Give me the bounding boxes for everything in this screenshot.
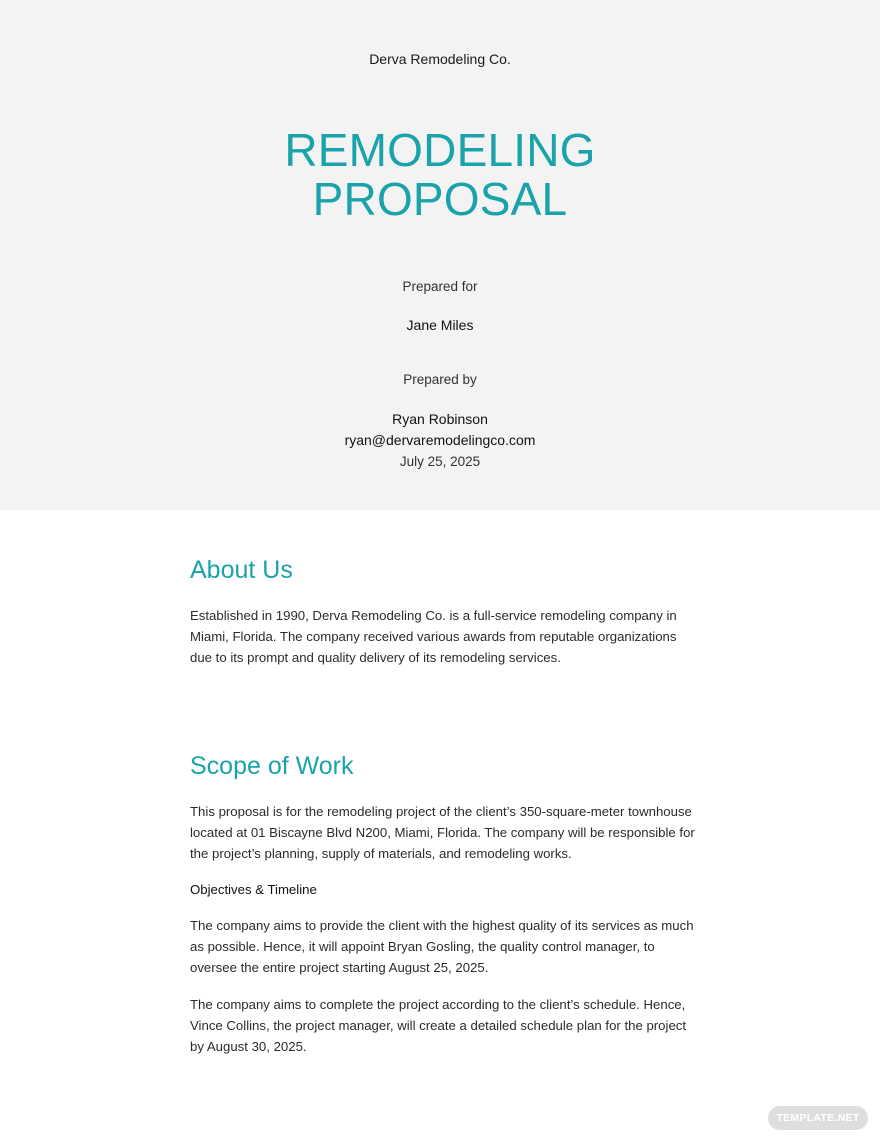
cover-section — [0, 0, 880, 510]
scope-heading: Scope of Work — [190, 752, 354, 780]
objectives-subheading: Objectives & Timeline — [190, 882, 317, 897]
about-body: Established in 1990, Derva Remodeling Co. is a full-service remodeling company in Miami, Florida. The company received various awards from reputable organizations due to its prompt and quality delivery of its remodeling services. — [190, 608, 677, 665]
about-heading: About Us — [190, 556, 293, 584]
author-email: ryan@dervaremodelingco.com — [344, 432, 536, 448]
document-date: July 25, 2025 — [399, 454, 481, 469]
prepared-for-label: Prepared for — [402, 279, 478, 294]
watermark-badge: TEMPLATE.NET — [768, 1106, 868, 1130]
prepared-by-label: Prepared by — [403, 372, 477, 387]
title-line-1: REMODELING — [284, 124, 596, 176]
objectives-paragraph-2: The company aims to complete the project according to the client’s schedule. Hence, Vince Collins, the project manager, will create a detailed schedule plan for the project by August 30, 2025. — [190, 997, 687, 1054]
document-title — [0, 126, 880, 224]
client-name: Jane Miles — [406, 317, 474, 333]
objectives-paragraph-1: The company aims to provide the client with the highest quality of its services as much as possible. Hence, it will appoint Bryan Gosling, the quality control manager, to oversee the entire project starting August 25, 2025. — [190, 918, 694, 975]
scope-intro: This proposal is for the remodeling project of the client’s 350-square-meter townhouse located at 01 Biscayne Blvd N200, Miami, Florida. The company will be responsible for the project’s planning, supply of materials, and remodeling works. — [190, 804, 695, 861]
title-line-2: PROPOSAL — [312, 173, 568, 225]
about-section — [190, 555, 695, 668]
author-block — [0, 409, 880, 472]
company-name: Derva Remodeling Co. — [369, 51, 511, 67]
scope-section — [190, 751, 695, 1057]
author-name: Ryan Robinson — [392, 411, 488, 427]
